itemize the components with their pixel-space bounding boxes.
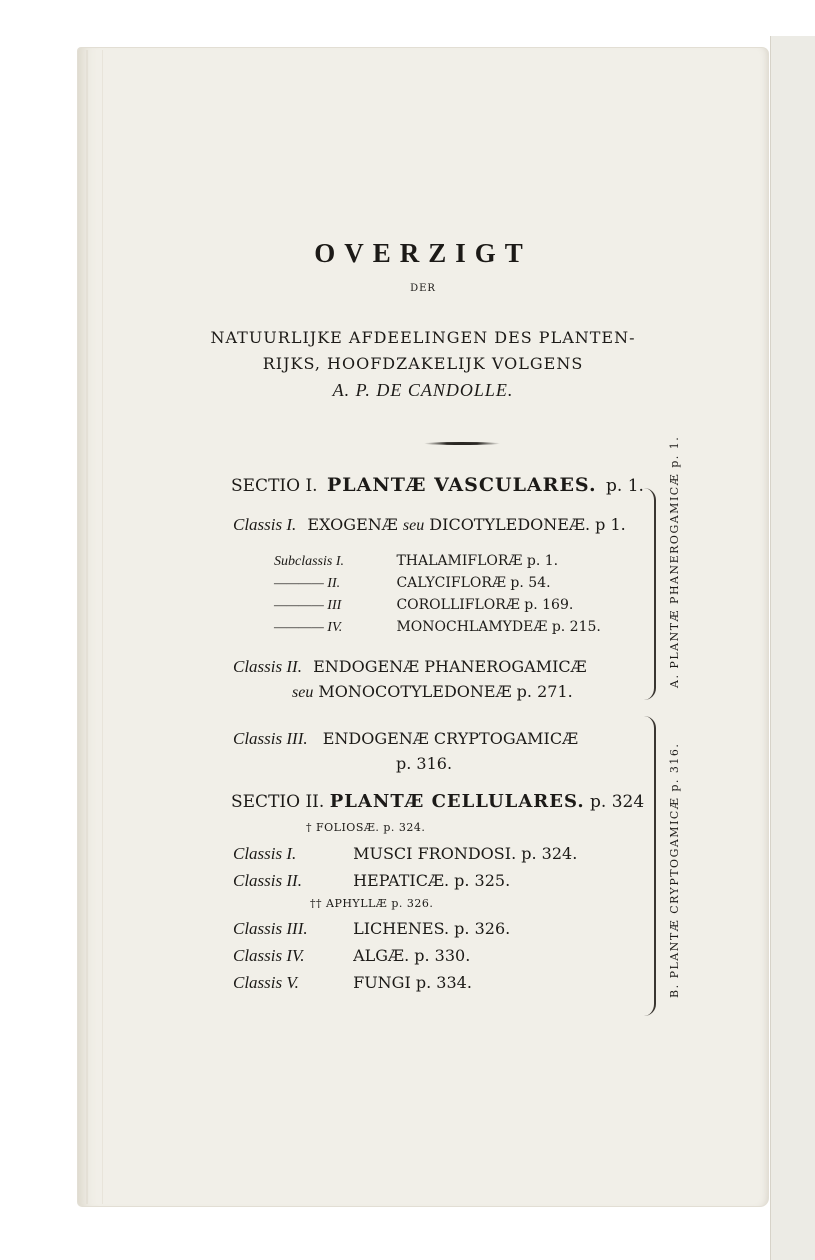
classis-2-name-a: ENDOGENÆ PHANEROGAMICÆ bbox=[313, 657, 587, 676]
sectio-1-page: p. 1. bbox=[606, 476, 644, 496]
cellular-class-name: MUSCI FRONDOSI. bbox=[353, 844, 517, 863]
subclass-name: COROLLIFLORÆ bbox=[396, 597, 520, 613]
subclass-prefix: Subclassis I. bbox=[274, 554, 344, 569]
subclass-page: p. 215. bbox=[551, 619, 601, 635]
subclass-row bbox=[274, 576, 551, 591]
subtitle-line-1: NATUURLIJKE AFDEELINGEN DES PLANTEN- bbox=[210, 328, 636, 347]
aphyllae-heading: †† APHYLLÆ p. 326. bbox=[310, 897, 434, 910]
subclass-name: CALYCIFLORÆ bbox=[396, 575, 506, 591]
classis-2-page: p. 271. bbox=[516, 682, 573, 701]
classis-3-name: ENDOGENÆ CRYPTOGAMICÆ bbox=[322, 729, 579, 748]
cellular-class-row bbox=[233, 920, 510, 937]
subtitle-line-3: A. P. DE CANDOLLE. bbox=[332, 380, 514, 400]
subclass-row bbox=[274, 554, 558, 569]
sectio-2-label: SECTIO II. bbox=[231, 792, 325, 812]
subclass-page: p. 169. bbox=[524, 597, 574, 613]
title-connector: DER bbox=[410, 283, 436, 294]
sectio-1-name: PLANTÆ VASCULARES. bbox=[326, 474, 597, 496]
subclass-prefix: ———— II. bbox=[274, 576, 341, 591]
cellular-class-row bbox=[233, 947, 470, 964]
subclass-prefix: ———— IV. bbox=[274, 620, 343, 635]
foliosae-heading: † FOLIOSÆ. p. 324. bbox=[306, 821, 426, 834]
subclass-row bbox=[274, 620, 601, 635]
cellular-class-label: Classis III. bbox=[233, 919, 308, 938]
sectio-2-name: PLANTÆ CELLULARES. bbox=[329, 791, 585, 812]
margin-note-phanerogamicae: A. PLANTÆ PHANEROGAMICÆ p. 1. bbox=[668, 435, 681, 688]
margin-note-cryptogamicae: B. PLANTÆ CRYPTOGAMICÆ p. 316. bbox=[668, 742, 681, 998]
cellular-class-label: Classis I. bbox=[233, 844, 297, 863]
classis-1-seu: seu bbox=[402, 517, 425, 534]
cellular-class-row bbox=[233, 845, 577, 862]
classis-2-seu: seu bbox=[292, 684, 314, 701]
classis-2-name-b: MONOCOTYLEDONEÆ bbox=[318, 682, 512, 701]
classis-1-page: p 1. bbox=[595, 515, 626, 534]
cellular-class-label: Classis IV. bbox=[233, 946, 305, 965]
page-title: OVERZIGT bbox=[314, 238, 532, 268]
cellular-class-name: ALGÆ. bbox=[353, 946, 410, 965]
classis-1-name-a: EXOGENÆ bbox=[307, 515, 398, 534]
cellular-class-row bbox=[233, 872, 510, 889]
subclass-page: p. 54. bbox=[510, 575, 551, 591]
brace-phanerogamicae bbox=[644, 488, 656, 700]
book-page bbox=[78, 48, 768, 1206]
subclass-name: THALAMIFLORÆ bbox=[396, 553, 523, 569]
cellular-class-row bbox=[233, 974, 472, 991]
facing-page-edge bbox=[770, 36, 815, 1260]
cellular-class-page: p. 324. bbox=[521, 844, 578, 863]
subclass-name: MONOCHLAMYDEÆ bbox=[396, 619, 548, 635]
subclass-prefix: ———— III bbox=[274, 598, 342, 613]
classis-2-label: Classis II. bbox=[233, 657, 302, 676]
classis-3-label: Classis III. bbox=[233, 729, 308, 748]
cellular-class-name: LICHENES. bbox=[353, 919, 450, 938]
cellular-class-page: p. 326. bbox=[454, 919, 511, 938]
classis-3-page: p. 316. bbox=[396, 754, 453, 773]
cellular-class-label: Classis II. bbox=[233, 871, 302, 890]
classis-1-name-b: DICOTYLEDONEÆ. bbox=[429, 515, 591, 534]
subtitle-line-2: RIJKS, HOOFDZAKELIJK VOLGENS bbox=[262, 354, 584, 373]
sectio-1-label: SECTIO I. bbox=[231, 476, 318, 496]
brace-cryptogamicae bbox=[644, 716, 656, 1016]
cellular-class-page: p. 325. bbox=[454, 871, 511, 890]
classis-1-label: Classis I. bbox=[233, 515, 297, 534]
subclass-page: p. 1. bbox=[526, 553, 559, 569]
decorative-rule bbox=[424, 442, 500, 445]
cellular-class-name: HEPATICÆ. bbox=[353, 871, 450, 890]
page-leaf-edges bbox=[86, 50, 103, 1204]
cellular-class-label: Classis V. bbox=[233, 973, 299, 992]
cellular-class-name: FUNGI bbox=[353, 973, 411, 992]
sectio-2-page: p. 324 bbox=[590, 792, 645, 812]
cellular-class-page: p. 330. bbox=[414, 946, 471, 965]
cellular-class-page: p. 334. bbox=[415, 973, 472, 992]
subclass-row bbox=[274, 598, 573, 613]
